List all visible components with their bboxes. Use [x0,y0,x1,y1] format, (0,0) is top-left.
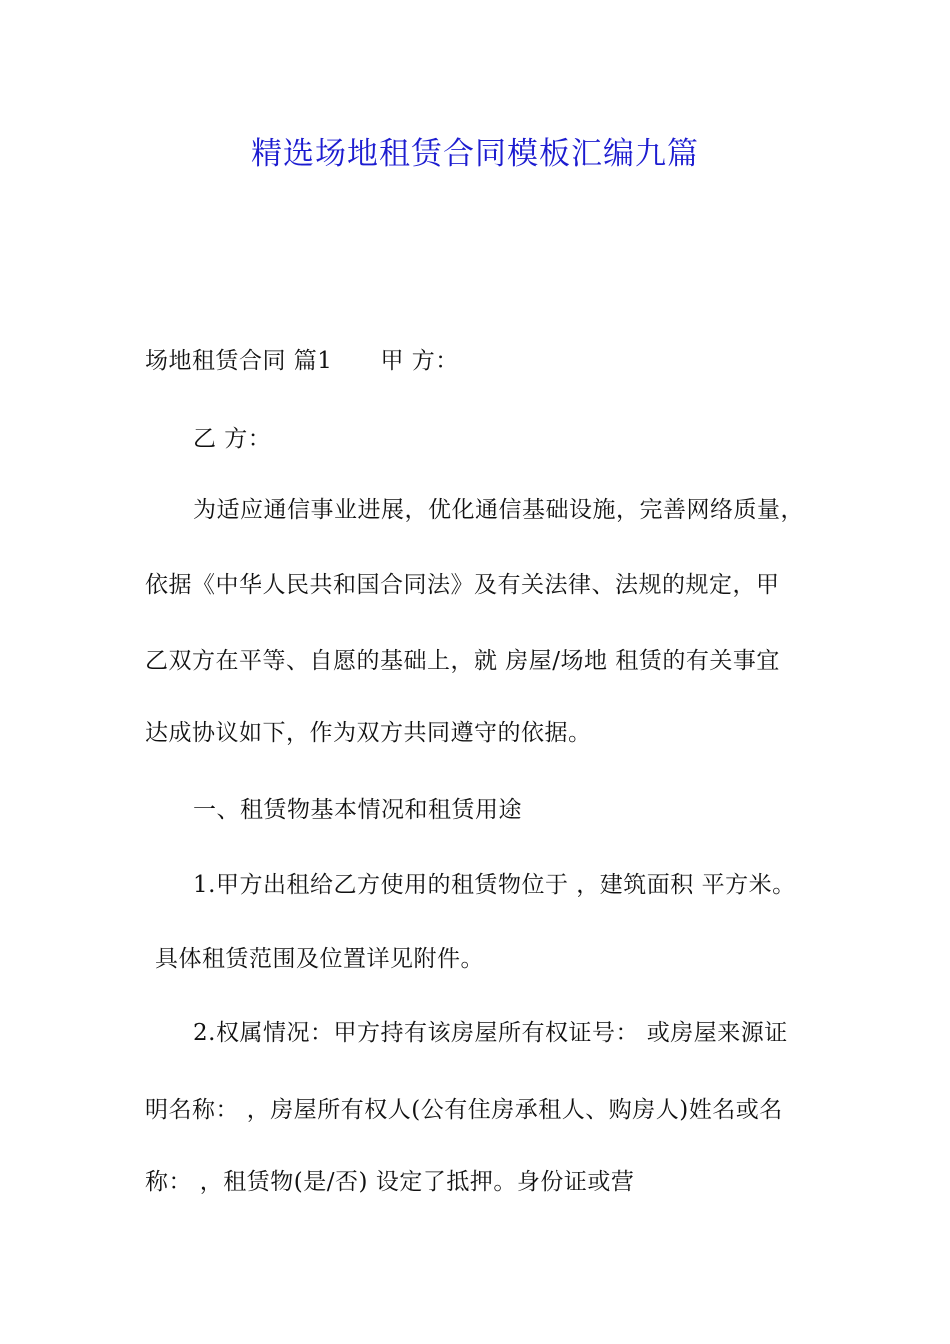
clause-item-continued: 明名称： ，房屋所有权人(公有住房承租人、购房人)姓名或名 [145,1097,783,1123]
paragraph-line: 依据《中华人民共和国合同法》及有关法律、法规的规定，甲 [145,572,780,598]
section-heading-line [145,346,459,376]
section-heading: 场地租赁合同 篇1 [145,348,333,374]
clause-item-continued: 具体租赁范围及位置详见附件。 [155,946,484,972]
clause-heading: 一、租赁物基本情况和租赁用途 [193,797,522,823]
clause-item: 1.甲方出租给乙方使用的租赁物位于 ，建筑面积 平方米。 [193,872,796,898]
document-title: 精选场地租赁合同模板汇编九篇 [251,136,699,172]
party-a-label: 甲 方： [380,348,459,374]
clause-item: 2.权属情况：甲方持有该房屋所有权证号： 或房屋来源证 [193,1020,788,1046]
paragraph-line: 为适应通信事业进展，优化通信基础设施，完善网络质量， [193,497,804,523]
party-b-label: 乙 方： [193,426,272,452]
paragraph-line: 达成协议如下，作为双方共同遵守的依据。 [145,720,592,746]
paragraph-line: 乙双方在平等、自愿的基础上，就 房屋/场地 租赁的有关事宜 [145,648,780,674]
clause-item-continued: 称： ，租赁物(是/否) 设定了抵押。身份证或营 [145,1169,635,1195]
